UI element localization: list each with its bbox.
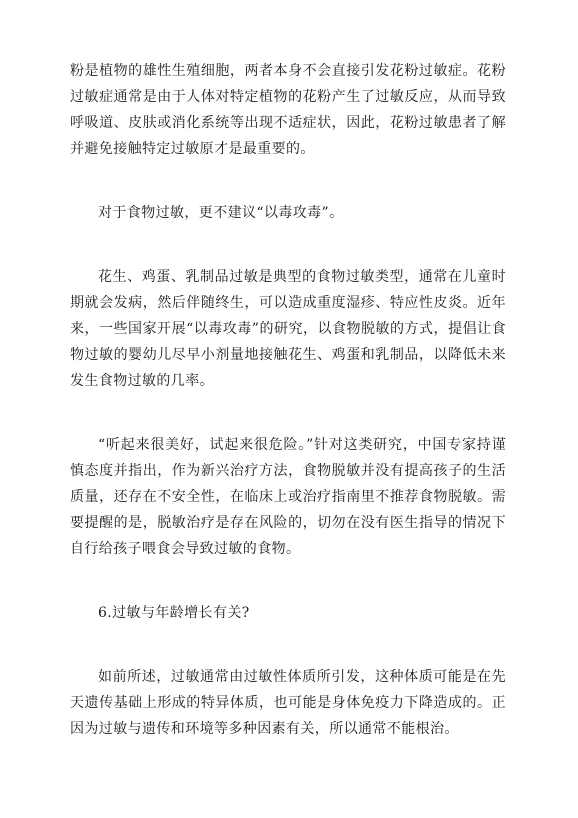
paragraph-expert-opinion: “听起来很美好，试起来很危险。”针对这类研究，中国专家持谨慎态度并指出，作为新兴治疗方法，食物脱敏并没有提高孩子的生活质量，还存在不安全性，在临床上或治疗指南里不推荐食物脱敏。需要提醒的是，脱敏治疗是存在风险的，切勿在没有医生指导的情况下自行给孩子喂食会导致过敏的食物。 — [70, 437, 506, 557]
paragraph-pollen-allergy: 粉是植物的雄性生殖细胞，两者本身不会直接引发花粉过敏症。花粉过敏症通常是由于人体对特定植物的花粉产生了过敏反应，从而导致呼吸道、皮肤或消化系统等出现不适症状，因此，花粉过敏患者了解并避免接触特定过敏原才是最重要的。 — [70, 63, 506, 157]
paragraph-food-allergy-types: 花生、鸡蛋、乳制品过敏是典型的食物过敏类型，通常在儿童时期就会发病，然后伴随终生，可以造成重度湿疹、特应性皮炎。近年来，一些国家开展“以毒攻毒”的研究，以食物脱敏的方式，提倡让食物过敏的婴幼儿尽早小剂量地接触花生、鸡蛋和乳制品，以降低未来发生食物过敏的几率。 — [70, 269, 506, 389]
paragraph-food-allergy-intro: 对于食物过敏，更不建议“以毒攻毒”。 — [98, 205, 344, 221]
section-heading-age: 6.过敏与年龄增长有关? — [98, 605, 250, 621]
paragraph-allergy-constitution: 如前所述，过敏通常由过敏性体质所引发，这种体质可能是在先天遗传基础上形成的特异体质，也可能是身体免疫力下降造成的。正因为过敏与遗传和环境等多种因素有关，所以通常不能根治。 — [70, 669, 506, 737]
